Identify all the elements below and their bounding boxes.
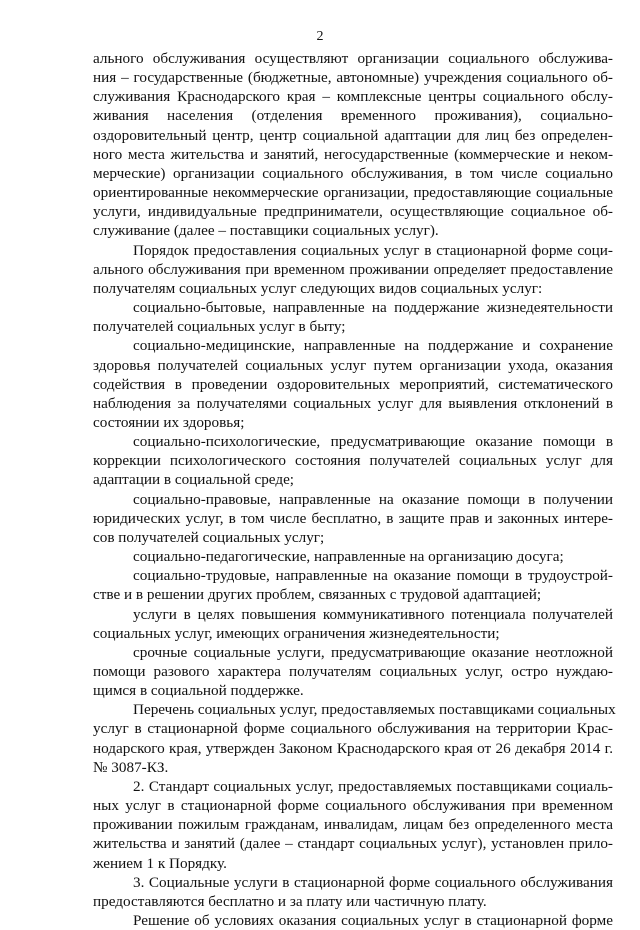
text-line: услуги в целях повышения коммуникативного потенциала получателей	[133, 605, 613, 623]
text-line: живания населения (отделения временного проживания), социально-	[93, 107, 613, 125]
text-line: щимся в социальной поддержке.	[93, 682, 304, 700]
text-line: ния – государственные (бюджетные, автономные) учреждения социального об-	[93, 69, 613, 87]
text-line: 3. Социальные услуги в стационарной форме социального обслуживания	[133, 873, 613, 891]
text-line: социально-бытовые, направленные на поддержание жизнедеятельности	[133, 299, 613, 317]
text-line: получателям социальных услуг следующих видов социальных услуг:	[93, 279, 543, 297]
text-line: служивание (далее – поставщики социальных услуг).	[93, 222, 439, 240]
text-line: предоставляются бесплатно и за плату или частичную плату.	[93, 892, 487, 910]
text-line: социально-правовые, направленные на оказание помощи в получении	[133, 490, 613, 508]
text-line: стве и в решении других проблем, связанных с трудовой адаптацией;	[93, 586, 542, 604]
text-line: служивания Краснодарского края – комплексные центры социального обслу-	[93, 88, 613, 106]
text-line: наблюдения за получателями социальных услуг для выявления отклонений в	[93, 394, 613, 412]
text-line: нодарского края, утвержден Законом Краснодарского края от 26 декабря 2014 г.	[93, 739, 613, 757]
text-line: сов получателей социальных услуг;	[93, 528, 325, 546]
text-line: жительства и занятий (далее – стандарт социальных услуг), установлен прило-	[93, 835, 613, 853]
text-line: адаптации в социальной среде;	[93, 471, 295, 489]
text-line: социально-педагогические, направленные на организацию досуга;	[133, 548, 564, 566]
text-line: проживании пожилым гражданам, инвалидам, лицам без определенного места	[93, 816, 613, 834]
text-line: ального обслуживания при временном проживании определяет предоставление	[93, 260, 613, 278]
text-line: социально-трудовые, направленные на оказание помощи в трудоустрой-	[133, 567, 613, 585]
text-line: состоянии их здоровья;	[93, 413, 245, 431]
text-line: оздоровительный центр, центр социальной адаптации для лиц без определен-	[93, 126, 613, 144]
text-line: здоровья получателей социальных услуг путем организации ухода, оказания	[93, 356, 613, 374]
text-line: Порядок предоставления социальных услуг в стационарной форме соци-	[133, 241, 613, 259]
text-line: ального обслуживания осуществляют организации социального обслужива-	[93, 50, 613, 67]
text-line: социально-медицинские, направленные на поддержание и сохранение	[133, 337, 613, 355]
text-line: услуги, индивидуальные предприниматели, осуществляющие социальное об-	[93, 203, 613, 221]
text-line: социально-психологические, предусматривающие оказание помощи в	[133, 433, 613, 451]
text-line: получателей социальных услуг в быту;	[93, 318, 346, 336]
document-body	[93, 49, 616, 930]
text-line: срочные социальные услуги, предусматривающие оказание неотложной	[133, 643, 613, 661]
text-line: Решение об условиях оказания социальных услуг в стационарной форме	[133, 912, 613, 930]
text-line: № 3087-КЗ.	[93, 758, 169, 776]
text-line: услуг в стационарной форме социального обслуживания на территории Крас-	[93, 720, 613, 738]
text-line: социальных услуг, имеющих ограничения жизнедеятельности;	[93, 624, 500, 642]
text-line: мерческие) организации социального обслуживания, в том числе социально	[93, 164, 613, 182]
text-line: коррекции психологического состояния получателей социальных услуг для	[93, 452, 613, 470]
text-line: помощи разового характера получателям социальных услуг, остро нуждаю-	[93, 663, 613, 680]
text-line: жением 1 к Порядку.	[93, 854, 227, 872]
text-line: ного места жительства и занятий, негосударственные (коммерческие и неком-	[93, 145, 613, 163]
text-line: 2. Стандарт социальных услуг, предоставляемых поставщиками социаль-	[133, 777, 613, 795]
text-line: юридических услуг, в том числе бесплатно, в защите прав и законных интере-	[93, 509, 613, 527]
text-line: Перечень социальных услуг, предоставляемых поставщиками социальных	[133, 701, 616, 719]
text-line: содействия в проведении оздоровительных мероприятий, систематического	[93, 375, 613, 393]
text-line: ных услуг в стационарной форме социального обслуживания при временном	[93, 797, 613, 815]
page-number: 2	[316, 29, 324, 44]
text-line: ориентированные некоммерческие организации, предоставляющие социальные	[93, 184, 613, 202]
